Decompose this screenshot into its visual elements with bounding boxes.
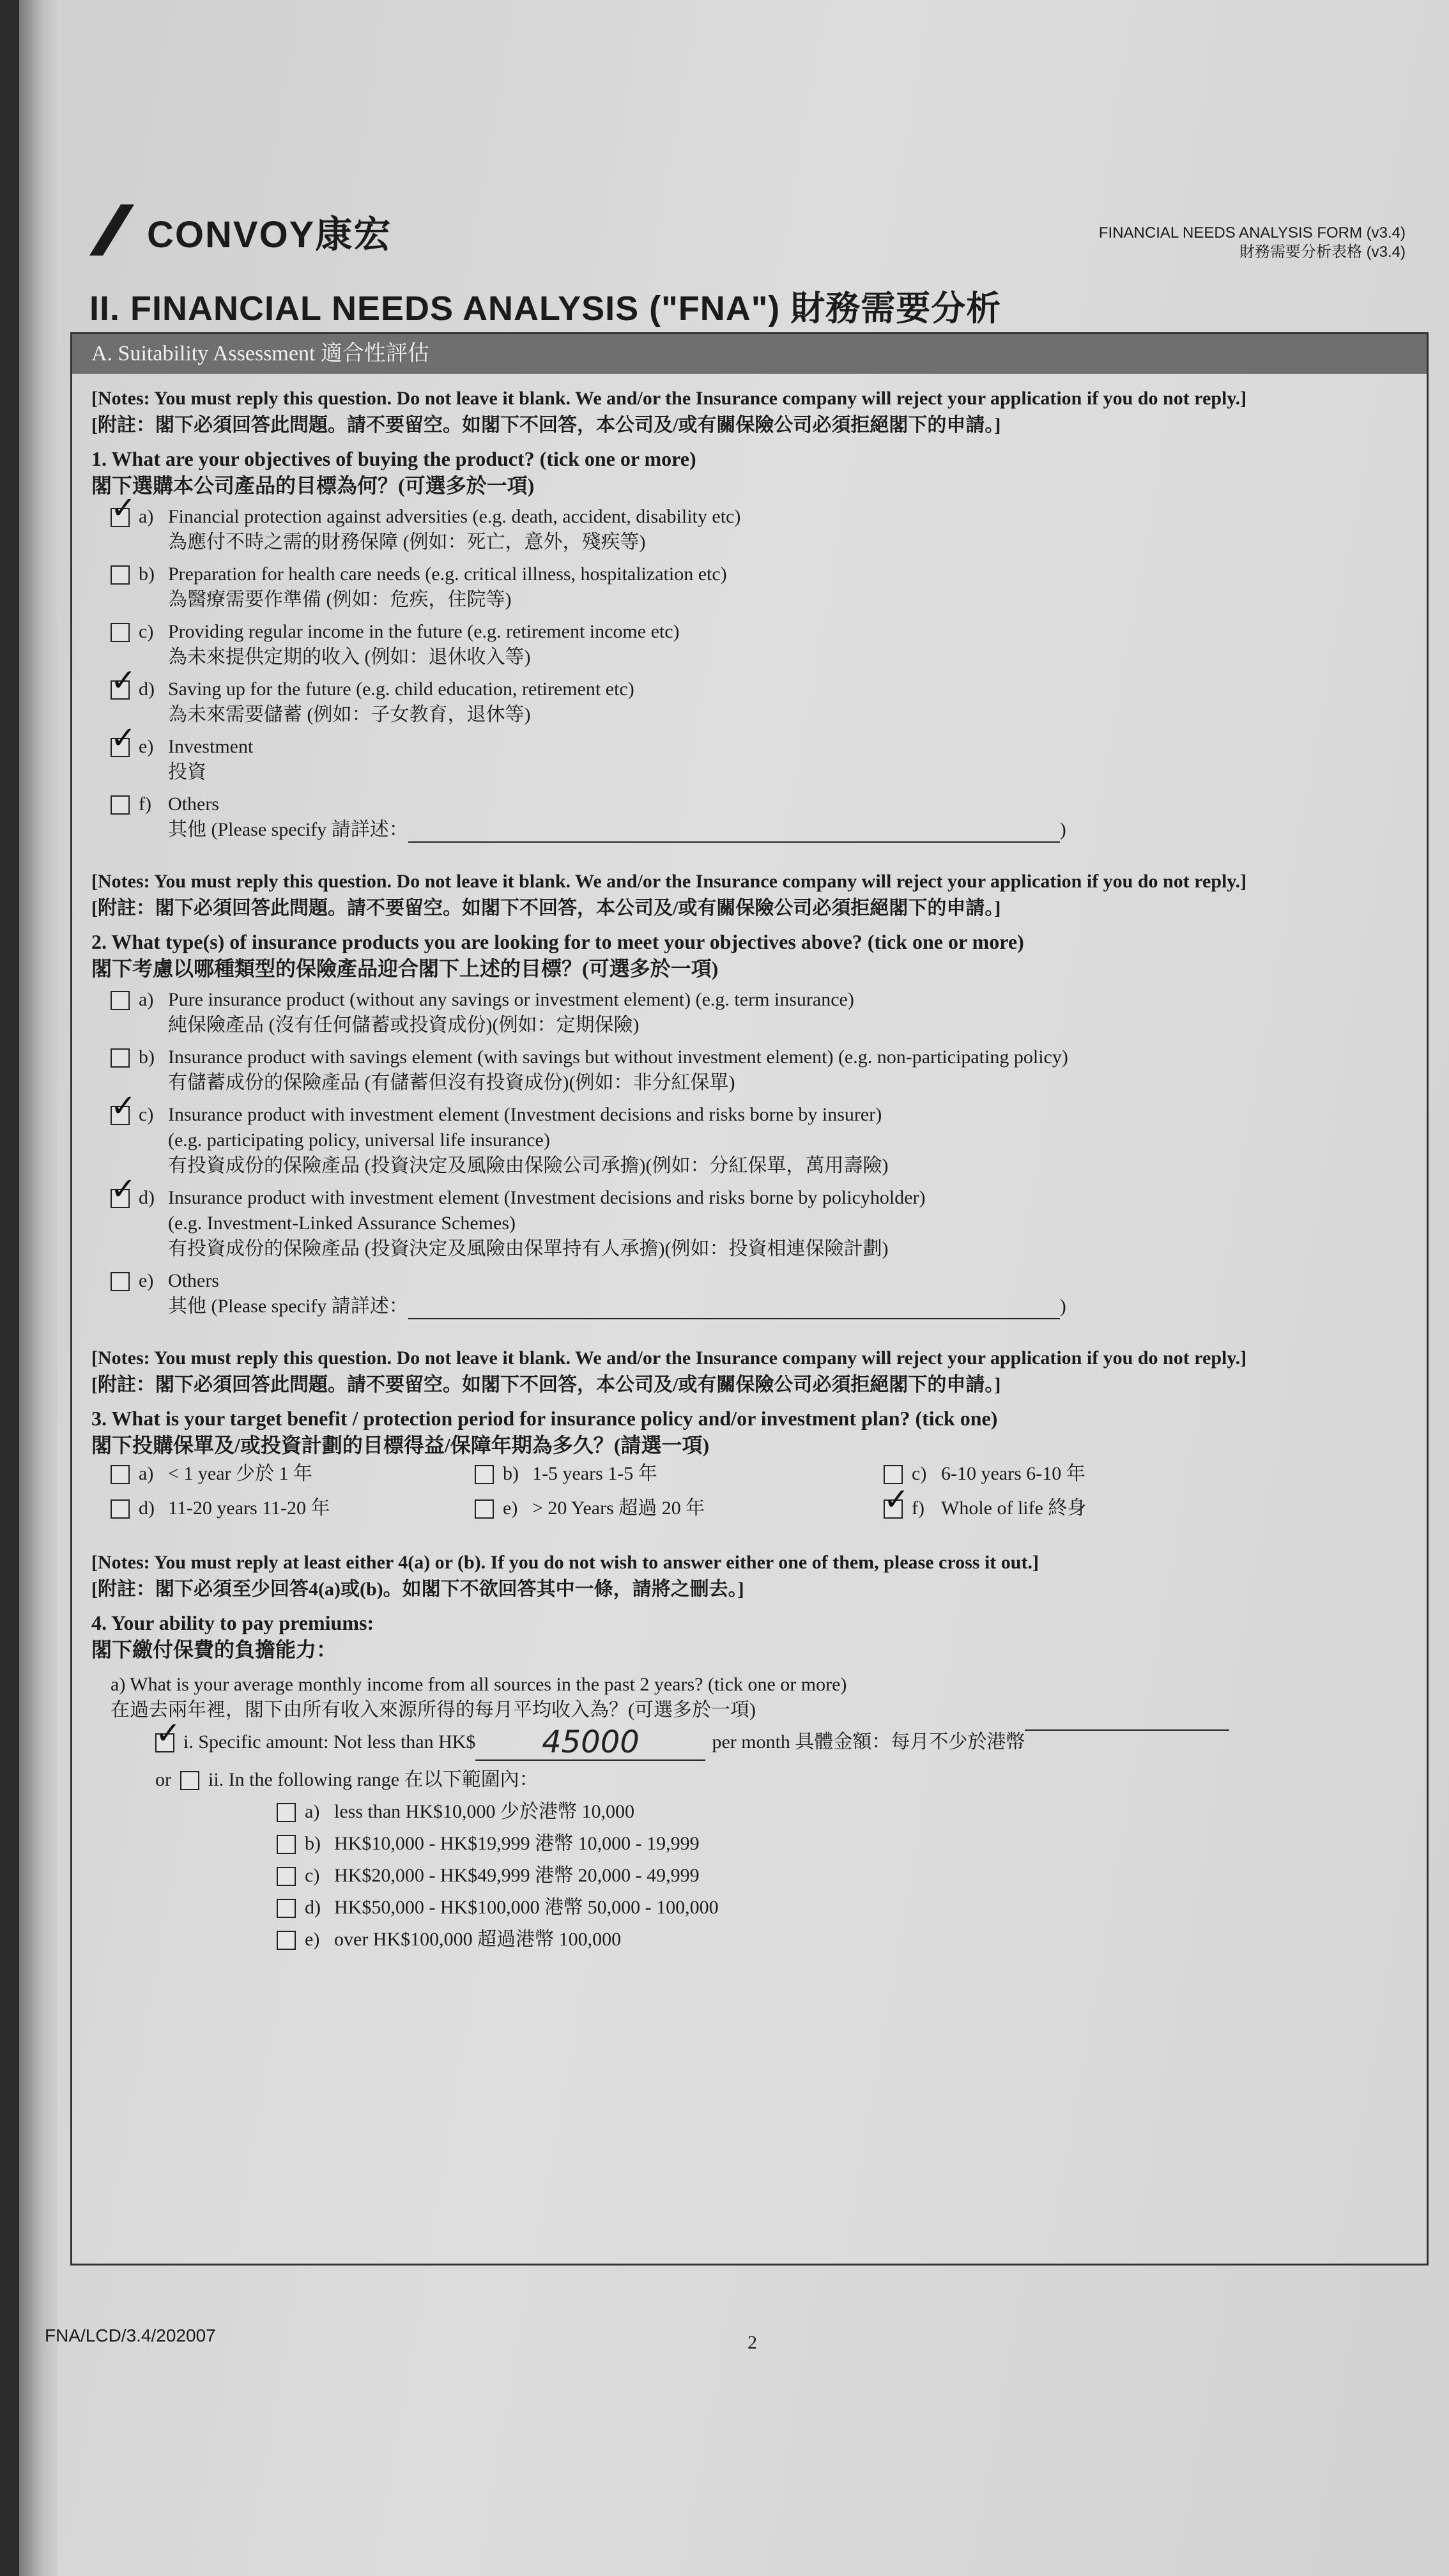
q1-checkbox-e[interactable] (111, 738, 130, 757)
option-label-zh: 有投資成份的保險產品 (投資決定及風險由保單持有人承擔)(例如：投資相連保險計劃) (168, 1238, 889, 1259)
range-option-b (277, 1831, 1414, 1857)
range-label: ii. In the following range 在以下範圍內： (208, 1769, 539, 1790)
option-label-zh: 純保險產品 (沒有任何儲蓄或投資成份)(例如：定期保險) (168, 1015, 640, 1036)
option-label: < 1 year 少於 1 年 (168, 1463, 313, 1484)
q3-option-c (884, 1461, 1267, 1487)
q3-options-grid (111, 1459, 1414, 1524)
option-label-en-example: (e.g. participating policy, universal life insurance) (168, 1130, 550, 1151)
q1-checkbox-f[interactable] (111, 795, 130, 815)
option-letter: c) (305, 1865, 320, 1886)
option-label-en: Insurance product with investment element (Investment decisions and risks borne by insurer) (168, 1104, 882, 1125)
q4-notes-en: [Notes: You must reply at least either 4(a) or (b). If you do not wish to answer either one of them, please cross it out.] (91, 1552, 1039, 1573)
option-label: Whole of life 終身 (941, 1498, 1087, 1519)
q1-notes (91, 385, 1414, 439)
option-label: HK$20,000 - HK$49,999 港幣 20,000 - 49,999 (334, 1865, 700, 1886)
form-id-en: FINANCIAL NEEDS ANALYSIS FORM (v3.4) (1098, 224, 1406, 241)
option-label-en-example: (e.g. Investment-Linked Assurance Schemes) (168, 1213, 516, 1234)
q3-option-f (884, 1496, 1267, 1521)
q1-title (91, 445, 1414, 499)
option-label-zh: 為醫療需要作準備 (例如：危疾，住院等) (168, 589, 512, 610)
q2-title (91, 928, 1414, 982)
specific-amount-field[interactable] (475, 1724, 705, 1761)
q1-option-c (111, 619, 1414, 670)
q4a-checkbox-i[interactable] (155, 1733, 174, 1752)
option-label-zh: 有儲蓄成份的保險產品 (有儲蓄但沒有投資成份)(例如：非分紅保單) (168, 1072, 735, 1093)
q1-checkbox-d[interactable] (111, 680, 130, 700)
option-label-zh: 其他 (Please specify 請詳述： (168, 1296, 408, 1317)
form-content (91, 385, 1414, 1959)
q3-checkbox-f[interactable] (884, 1499, 903, 1519)
q3-checkbox-b[interactable] (475, 1465, 494, 1484)
q2-title-en: 2. What type(s) of insurance products you are looking for to meet your objectives above? (tick one or more) (91, 930, 1024, 953)
option-letter: c) (139, 1104, 154, 1125)
option-letter: f) (139, 793, 151, 815)
q2-checkbox-b[interactable] (111, 1048, 130, 1068)
q2-checkbox-e[interactable] (111, 1272, 130, 1291)
per-month-label: per month 具體金額：每月不少於港幣 (712, 1731, 1025, 1752)
option-label: over HK$100,000 超過港幣 100,000 (334, 1929, 622, 1950)
q1-others-specify-field[interactable] (408, 822, 1060, 843)
q1-checkbox-a[interactable] (111, 508, 130, 527)
q4a-checkbox-ii[interactable] (180, 1771, 199, 1790)
q3-notes (91, 1345, 1414, 1399)
q1-option-e (111, 734, 1414, 785)
option-label: HK$10,000 - HK$19,999 港幣 10,000 - 19,999 (334, 1833, 700, 1854)
option-label-en: Others (168, 1270, 219, 1291)
notes-zh: [附註：閣下必須回答此問題。請不要留空。如閣下不回答，本公司及/或有關保險公司必須拒絕閣下的申請。] (91, 898, 1001, 919)
q2-title-zh: 閣下考慮以哪種類型的保險產品迎合閣下上述的目標？(可選多於一項) (91, 957, 719, 980)
option-label: 1-5 years 1-5 年 (532, 1463, 657, 1484)
q4a-range (155, 1767, 1414, 1793)
q3-checkbox-d[interactable] (111, 1499, 130, 1519)
q2-checkbox-c[interactable] (111, 1106, 130, 1125)
option-label: 6-10 years 6-10 年 (941, 1463, 1085, 1484)
subsection-heading: A. Suitability Assessment 適合性評估 (72, 334, 1427, 374)
q2-checkbox-d[interactable] (111, 1189, 130, 1208)
q3-option-e (475, 1496, 884, 1521)
q4a-question (111, 1672, 1414, 1723)
range-option-c (277, 1863, 1414, 1889)
option-label-en: Saving up for the future (e.g. child education, retirement etc) (168, 678, 634, 700)
q2-option-b (111, 1045, 1414, 1096)
page-binding-shadow (19, 0, 57, 2576)
option-label-en: Insurance product with savings element (with savings but without investment element) (e.g. non-participating policy) (168, 1046, 1068, 1068)
option-letter: a) (139, 989, 154, 1010)
option-letter: d) (139, 1187, 155, 1208)
option-label-en: Pure insurance product (without any savings or investment element) (e.g. term insurance) (168, 989, 854, 1010)
brand-name: CONVOY康宏 (147, 214, 392, 256)
option-letter: a) (139, 506, 154, 527)
q1-option-d (111, 677, 1414, 728)
option-label-zh: 為應付不時之需的財務保障 (例如：死亡，意外，殘疾等) (168, 532, 646, 553)
option-label-zh: 有投資成份的保險產品 (投資決定及風險由保險公司承擔)(例如：分紅保單，萬用壽險) (168, 1155, 889, 1176)
option-letter: b) (139, 1046, 155, 1068)
q3-title (91, 1405, 1414, 1459)
option-label-en: Investment (168, 736, 254, 757)
section-title: II. FINANCIAL NEEDS ANALYSIS ("FNA") 財務需要分析 (89, 289, 1002, 328)
option-label-en: Others (168, 793, 219, 815)
form-id-zh: 財務需要分析表格 (v3.4) (1239, 243, 1406, 261)
range-list (257, 1799, 1414, 1952)
range-checkbox-d[interactable] (277, 1899, 296, 1918)
suitability-assessment-box (70, 332, 1429, 2266)
notes-zh: [附註：閣下必須回答此問題。請不要留空。如閣下不回答，本公司及/或有關保險公司必須拒絕閣下的申請。] (91, 1374, 1001, 1395)
q2-option-c (111, 1102, 1414, 1179)
q3-checkbox-a[interactable] (111, 1465, 130, 1484)
form-header (89, 185, 1406, 275)
q3-checkbox-e[interactable] (475, 1499, 494, 1519)
q4a-zh: 在過去兩年裡，閣下由所有收入來源所得的每月平均收入為？(可選多於一項) (111, 1699, 756, 1721)
option-letter: e) (305, 1929, 320, 1950)
or-label: or (155, 1769, 171, 1790)
document-page (19, 0, 1449, 2576)
option-letter: c) (912, 1463, 927, 1484)
option-label-en: Providing regular income in the future (e.g. retirement income etc) (168, 621, 680, 642)
specific-amount-hkd-field[interactable] (1025, 1729, 1229, 1731)
option-letter: d) (139, 1498, 155, 1519)
option-letter: b) (139, 564, 155, 585)
option-letter: c) (139, 621, 154, 642)
option-label: > 20 Years 超過 20 年 (532, 1498, 705, 1519)
option-letter: d) (305, 1897, 321, 1918)
q2-option-a (111, 987, 1414, 1038)
option-label-zh: 其他 (Please specify 請詳述： (168, 819, 408, 840)
q1-option-f (111, 792, 1414, 843)
q3-title-zh: 閣下投購保單及/或投資計劃的目標得益/保障年期為多久？(請選一項) (91, 1434, 710, 1457)
option-letter: a) (139, 1463, 154, 1484)
close-paren: ) (1059, 819, 1066, 840)
q2-others-specify-field[interactable] (408, 1299, 1060, 1319)
range-checkbox-e[interactable] (277, 1931, 296, 1950)
q4a-en: a) What is your average monthly income from all sources in the past 2 years? (tick one or more) (111, 1674, 847, 1695)
option-letter: a) (305, 1801, 320, 1822)
option-label-zh: 為未來提供定期的收入 (例如：退休收入等) (168, 647, 531, 668)
footer-form-code: FNA/LCD/3.4/202007 (45, 2326, 216, 2345)
notes-en: [Notes: You must reply this question. Do not leave it blank. We and/or the Insurance company will reject your application if you do not reply.] (91, 1347, 1247, 1368)
q1-option-b (111, 562, 1414, 613)
option-label: less than HK$10,000 少於港幣 10,000 (334, 1801, 634, 1822)
q4-title (91, 1609, 1414, 1663)
close-paren: ) (1059, 1296, 1066, 1317)
option-label-en: Financial protection against adversities (e.g. death, accident, disability etc) (168, 506, 741, 527)
form-id (1099, 224, 1406, 262)
option-letter: e) (503, 1498, 518, 1519)
option-letter: b) (305, 1833, 321, 1854)
q1-checkbox-c[interactable] (111, 623, 130, 642)
q2-notes (91, 868, 1414, 922)
option-letter: e) (139, 1270, 154, 1291)
option-label-zh: 投資 (168, 762, 206, 783)
option-label: 11-20 years 11-20 年 (168, 1498, 330, 1519)
q1-title-zh: 閣下選購本公司產品的目標為何？(可選多於一項) (91, 474, 535, 497)
option-label-zh: 為未來需要儲蓄 (例如：子女教育，退休等) (168, 704, 531, 725)
specific-amount-label: i. Specific amount: Not less than HK$ (183, 1731, 476, 1752)
option-letter: b) (503, 1463, 519, 1484)
q2-checkbox-a[interactable] (111, 991, 130, 1010)
q4-title-en: 4. Your ability to pay premiums: (91, 1611, 374, 1634)
q3-title-en: 3. What is your target benefit / protection period for insurance policy and/or investment plan? (tick one) (91, 1407, 998, 1430)
q3-option-d (111, 1496, 475, 1521)
specific-amount-value: 45000 (542, 1724, 640, 1760)
q1-title-en: 1. What are your objectives of buying the product? (tick one or more) (91, 447, 696, 470)
range-option-a (277, 1799, 1414, 1825)
range-checkbox-a[interactable] (277, 1803, 296, 1822)
q4-title-zh: 閣下繳付保費的負擔能力： (91, 1638, 337, 1661)
range-option-e (277, 1927, 1414, 1952)
q2-option-e (111, 1268, 1414, 1319)
q3-option-a (111, 1461, 475, 1487)
range-checkbox-b[interactable] (277, 1835, 296, 1854)
q3-option-b (475, 1461, 884, 1487)
notes-en: [Notes: You must reply this question. Do not leave it blank. We and/or the Insurance company will reject your application if you do not reply.] (91, 871, 1247, 892)
notes-en: [Notes: You must reply this question. Do not leave it blank. We and/or the Insurance company will reject your application if you do not reply.] (91, 388, 1247, 409)
q1-option-a (111, 504, 1414, 555)
q2-option-d (111, 1185, 1414, 1262)
range-checkbox-c[interactable] (277, 1867, 296, 1886)
page-number: 2 (747, 2332, 757, 2353)
option-label-en: Preparation for health care needs (e.g. critical illness, hospitalization etc) (168, 564, 727, 585)
option-label: HK$50,000 - HK$100,000 港幣 50,000 - 100,000 (334, 1897, 719, 1918)
convoy-logo-icon (89, 204, 134, 256)
option-letter: e) (139, 736, 154, 757)
option-letter: f) (912, 1498, 924, 1519)
option-label-en: Insurance product with investment element (Investment decisions and risks borne by policyholder) (168, 1187, 926, 1208)
q4-notes-zh: [附註：閣下必須至少回答4(a)或(b)。如閣下不欲回答其中一條，請將之刪去。] (91, 1579, 744, 1600)
q4-notes (91, 1549, 1414, 1603)
q4a-specific-amount (155, 1724, 1414, 1761)
option-letter: d) (139, 678, 155, 700)
q1-checkbox-b[interactable] (111, 565, 130, 585)
notes-zh: [附註：閣下必須回答此問題。請不要留空。如閣下不回答，本公司及/或有關保險公司必須拒絕閣下的申請。] (91, 415, 1001, 436)
range-option-d (277, 1895, 1414, 1920)
